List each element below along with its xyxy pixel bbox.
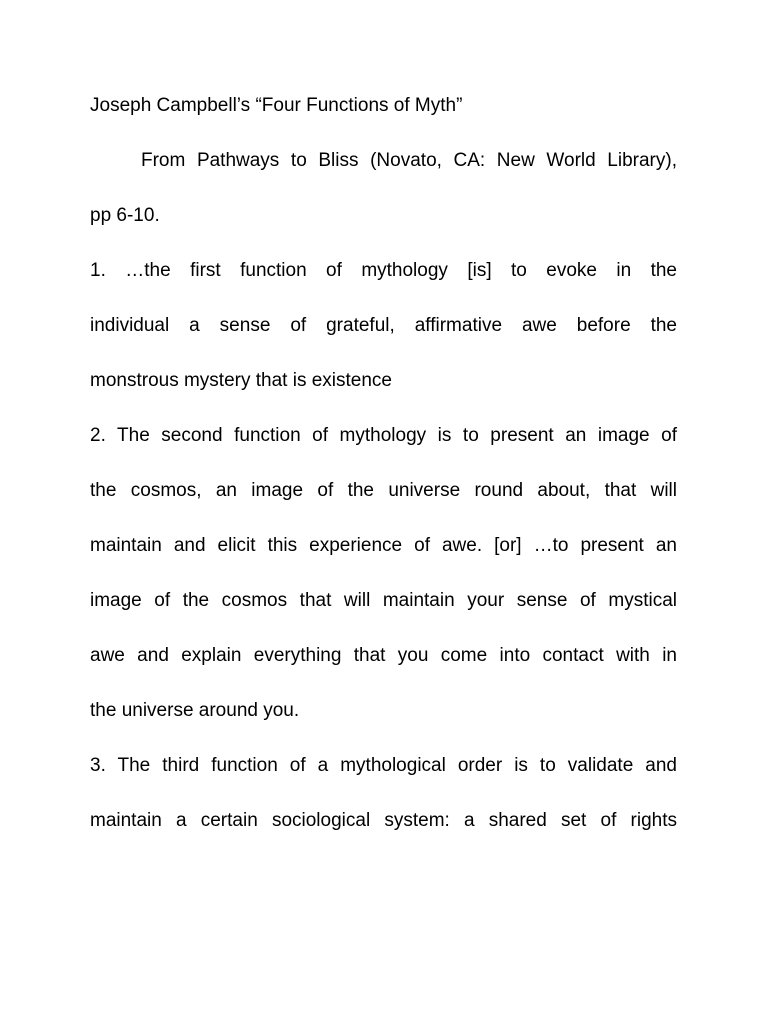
function-2-line-5: awe and explain everything that you come into contact with in — [90, 645, 677, 666]
function-1-line-2: individual a sense of grateful, affirmative awe before the — [90, 315, 677, 336]
function-3-line-1: 3. The third function of a mythological order is to validate and — [90, 755, 677, 776]
source-pages-line: pp 6-10. — [90, 205, 160, 226]
function-2-line-3: maintain and elicit this experience of awe. [or] …to present an — [90, 535, 677, 556]
function-3-line-2: maintain a certain sociological system: a shared set of rights — [90, 810, 677, 831]
function-2-line-1: 2. The second function of mythology is to present an image of — [90, 425, 677, 446]
function-2-line-2: the cosmos, an image of the universe round about, that will — [90, 480, 677, 501]
function-1-line-1: 1. …the first function of mythology [is] to evoke in the — [90, 260, 677, 281]
function-2-line-4: image of the cosmos that will maintain your sense of mystical — [90, 590, 677, 611]
document-title: Joseph Campbell’s “Four Functions of Myth” — [90, 95, 463, 116]
function-2-line-6: the universe around you. — [90, 700, 300, 721]
function-1-line-3: monstrous mystery that is existence — [90, 370, 392, 391]
source-citation-line: From Pathways to Bliss (Novato, CA: New World Library), — [141, 150, 677, 171]
